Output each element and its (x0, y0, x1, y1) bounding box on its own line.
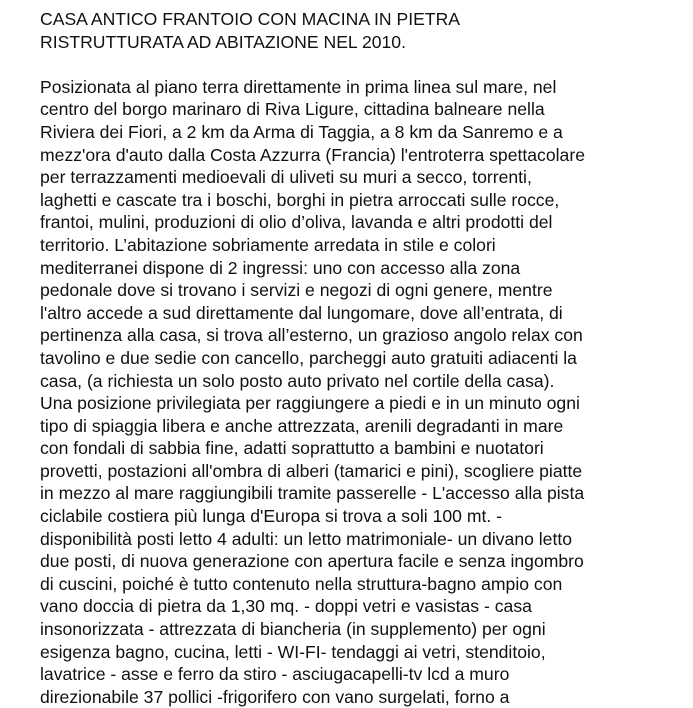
body-line: l'altro accede a sud direttamente dal lungomare, dove all’entrata, di (40, 302, 563, 323)
body-line: Una posizione privilegiata per raggiungere a piedi e in un minuto ogni (40, 393, 580, 414)
body-line: mediterranei dispone di 2 ingressi: uno con accesso alla zona (40, 257, 521, 278)
body-line: laghetti e cascate tra i boschi, borghi in pietra arroccati sulle rocce, (40, 189, 560, 210)
body-line: tipo di spiaggia libera e anche attrezzata, arenili degradanti in mare (40, 415, 564, 436)
body-line: con fondali di sabbia fine, adatti soprattutto a bambini e nuotatori (40, 438, 544, 459)
body-line: centro del borgo marinaro di Riva Ligure, cittadina balneare nella (40, 99, 545, 120)
body-line: insonorizzata - attrezzata di biancheria (in supplemento) per ogni (40, 619, 546, 640)
title-line: CASA ANTICO FRANTOIO CON MACINA IN PIETRA (40, 9, 461, 29)
body-line: pedonale dove si trovano i servizi e negozi di ogni genere, mentre (40, 280, 553, 301)
body-line: provetti, postazioni all'ombra di alberi (tamarici e pini), scogliere piatte (40, 460, 583, 481)
body-line: lavatrice - asse e ferro da stiro - asciugacapelli-tv lcd a muro (40, 664, 510, 685)
body-line: mezz'ora d'auto dalla Costa Azzurra (Francia) l'entroterra spettacolare (40, 144, 585, 165)
body-line: esigenza bagno, cucina, letti - WI-FI- tendaggi ai vetri, stenditoio, (40, 641, 546, 662)
body-line: casa, (a richiesta un solo posto auto privato nel cortile della casa). (40, 370, 555, 391)
body-line: due posti, di nuova generazione con apertura facile e senza ingombro (40, 551, 584, 572)
document-body (40, 76, 690, 708)
body-line: tavolino e due sedie con cancello, parcheggi auto gratuiti adiacenti la (40, 347, 577, 368)
document-page (40, 8, 690, 708)
body-line: ciclabile costiera più lunga d'Europa si trova a soli 100 mt. - (40, 506, 503, 527)
body-line: in mezzo al mare raggiungibili tramite passerelle - L'accesso alla pista (40, 483, 585, 504)
body-line: di cuscini, poiché è tutto contenuto nella struttura-bagno ampio con (40, 573, 563, 594)
body-line: frantoi, mulini, produzioni di olio d’oliva, lavanda e altri prodotti del (40, 212, 553, 233)
body-line: pertinenza alla casa, si trova all’esterno, un grazioso angolo relax con (40, 325, 583, 346)
body-line: vano doccia di pietra da 1,30 mq. - doppi vetri e vasistas - casa (40, 596, 532, 617)
body-line: Riviera dei Fiori, a 2 km da Arma di Taggia, a 8 km da Sanremo e a (40, 121, 563, 142)
paragraph-gap (40, 53, 690, 76)
body-line: per terrazzamenti medioevali di uliveti su muri a secco, torrenti, (40, 167, 532, 188)
body-line: direzionabile 37 pollici -frigorifero con vano surgelati, forno a (40, 686, 510, 707)
title-line: RISTRUTTURATA AD ABITAZIONE NEL 2010. (40, 31, 406, 52)
body-line: disponibilità posti letto 4 adulti: un letto matrimoniale- un divano letto (40, 528, 573, 549)
body-line: territorio. L’abitazione sobriamente arredata in stile e colori (40, 234, 496, 255)
body-line: Posizionata al piano terra direttamente in prima linea sul mare, nel (40, 76, 557, 97)
document-title (40, 8, 690, 53)
